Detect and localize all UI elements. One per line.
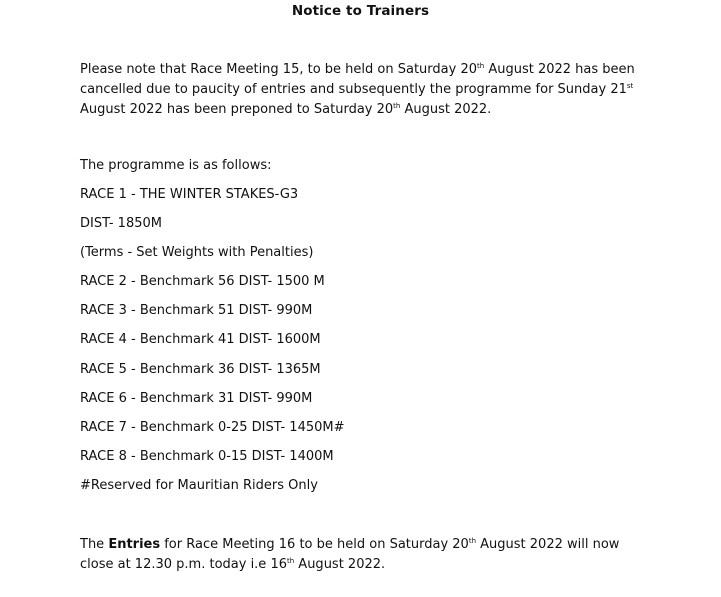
entries-superscript-1: th <box>468 537 477 545</box>
programme-line: RACE 4 - Benchmark 41 DIST- 1600M <box>80 332 321 347</box>
programme-line: RACE 2 - Benchmark 56 DIST- 1500 M <box>80 274 325 289</box>
entries-paragraph <box>80 535 650 575</box>
programme-line: (Terms - Set Weights with Penalties) <box>80 245 314 260</box>
entries-superscript-2: th <box>286 557 295 565</box>
intro-superscript-2: st <box>626 82 634 90</box>
intro-text-1: Please note that Race Meeting 15, to be held on Saturday 20 <box>80 62 477 77</box>
programme-line: RACE 5 - Benchmark 36 DIST- 1365M <box>80 362 321 377</box>
intro-superscript-3: th <box>393 102 401 110</box>
entries-bold-label: Entries <box>108 537 161 552</box>
intro-text-2: August 2022 has been cancelled due to paucity of entries and subsequently the programme for Sunday 21 <box>80 62 635 97</box>
intro-text-3: August 2022 has been preponed to Saturday 20 <box>80 102 394 117</box>
programme-line: RACE 7 - Benchmark 0-25 DIST- 1450M# <box>80 420 345 435</box>
programme-line: RACE 6 - Benchmark 31 DIST- 990M <box>80 391 313 406</box>
entries-text-4: August 2022. <box>294 557 386 572</box>
programme-line: RACE 1 - THE WINTER STAKES-G3 <box>80 187 299 202</box>
intro-superscript-1: th <box>477 62 485 70</box>
entries-text-3: August 2022 will now close at 12.30 p.m. today i.e 16 <box>80 537 620 572</box>
intro-paragraph <box>80 60 650 120</box>
programme-footnote: #Reserved for Mauritian Riders Only <box>80 478 318 493</box>
programme-heading: The programme is as follows: <box>80 158 272 173</box>
entries-text-1: The <box>80 537 109 552</box>
entries-text-2: for Race Meeting 16 to be held on Saturday 20 <box>160 537 469 552</box>
notice-title: Notice to Trainers <box>291 3 430 19</box>
programme-line: RACE 3 - Benchmark 51 DIST- 990M <box>80 303 313 318</box>
intro-text-4: August 2022. <box>400 102 492 117</box>
programme-line: RACE 8 - Benchmark 0-15 DIST- 1400M <box>80 449 334 464</box>
programme-line: DIST- 1850M <box>80 216 162 231</box>
